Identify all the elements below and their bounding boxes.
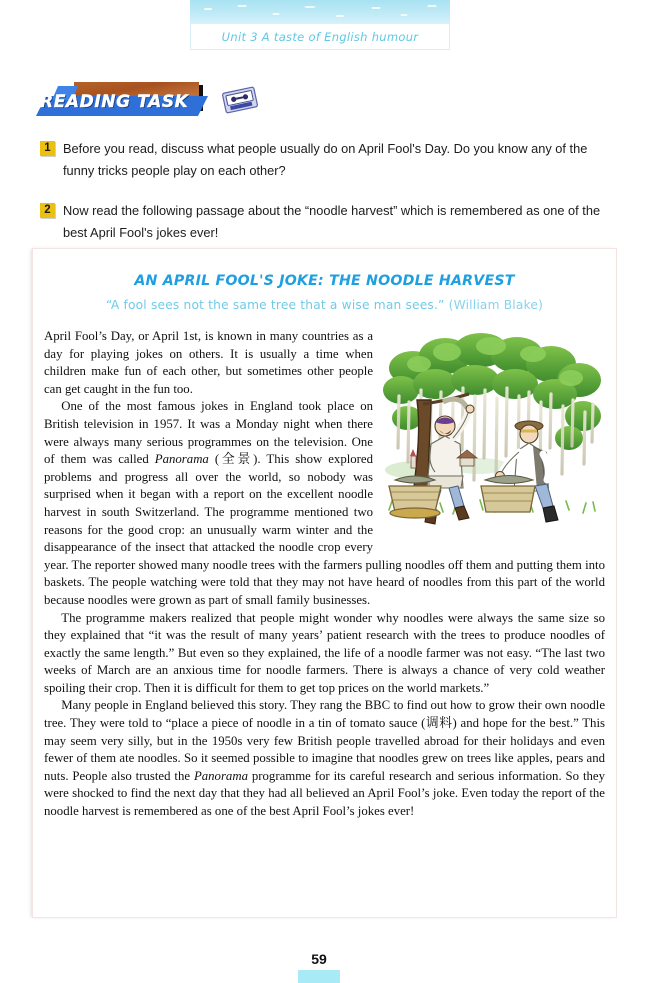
running-head-box: [190, 24, 450, 50]
epigraph-quote: “A fool sees not the same tree that a wise man sees.”: [105, 298, 445, 312]
p2-text-before: One of the most famous jokes in England took place on British television in 1957. It was a Monday night when there were always many serious programmes on the television. One of them was called: [44, 399, 373, 467]
p2-text-after: (全景). This show explored problems and progress all over the world, so nobody was surprised when it began with a report on the excellent noodle harvest in south Switzerland. The programme mentioned two reasons for the good crop: an unusually warm winter and the disappearance of the insect that attacked the noodle crop every year. The reporter showed many noodle trees with the farmers pulling noodles off them and putting them into baskets. The people watching were told that they may not have heard of noodles from this part of the world because noodles were grown as part of small family businesses.: [44, 452, 605, 607]
cassette-tape-icon: [219, 84, 261, 116]
p4-text-after: programme for its careful research and serious information. So they were shocked to find the next day that they had all believed an April Fool’s joke. Even today the report of the noodle harvest is remembered as one of the best April Fool’s jokes ever!: [44, 768, 605, 819]
reading-passage-panel: [32, 248, 617, 918]
question-number-badge-2: 2: [40, 203, 55, 218]
p2-italic-panorama: Panorama: [154, 452, 209, 467]
question-item-2: [40, 200, 612, 244]
passage-paragraph-1: April Fool’s Day, or April 1st, is known in many countries as a day for playing jokes on others. It is usually a time when children make fun of each other, but sometimes other people can get caught in the fun too.: [44, 329, 373, 396]
page-number-accent-band: [298, 970, 340, 983]
running-head-text: Unit 3 A taste of English humour: [221, 29, 419, 44]
question-text-1: Before you read, discuss what people usually do on April Fool's Day. Do you know any of the funny tricks people play on each other?: [63, 141, 588, 178]
question-number-badge-1: 1: [40, 141, 55, 156]
passage-body: [44, 328, 605, 821]
passage-paragraph-3: The programme makers realized that people might wonder why noodles were always the same size so they explained that “it was the result of many years’ patient research with the trees to produce noodles of exactly the same length.” But even so they explained, the life of a noodle farmer was not easy. “The last two weeks of March are an anxious time for noodle farmers. There is always a chance of very cold weather spoiling their crop. Then it is difficult for them to get top prices on the world markets.”: [44, 610, 605, 695]
epigraph-attribution: (William Blake): [444, 298, 544, 312]
passage-paragraph-4: [44, 697, 605, 820]
page-number: 59: [311, 951, 327, 967]
page-number-box: [298, 948, 340, 983]
water-pattern-decoration: [190, 0, 450, 24]
passage-epigraph: [33, 298, 616, 312]
p4-text-before: Many people in England believed this story. They rang the BBC to find out how to grow their own noodle tree. They were told to “place a piece of noodle in a tin of tomato sauce (调料) and hope for the best.” This may seem very silly, but in the 1950s very few British people travelled abroad for their holidays and even fewer of them ate noodles. So it seemed possible to imagine that noodles grew on trees like apples, pears and nuts. People also trusted the: [44, 698, 605, 783]
p4-italic-panorama: Panorama: [193, 768, 248, 783]
reading-task-label: READING TASK: [40, 92, 189, 112]
passage-title: AN APRIL FOOL'S JOKE: THE NOODLE HARVEST: [134, 273, 515, 289]
noodle-harvest-illustration: [383, 330, 605, 548]
running-head-band: [190, 0, 450, 50]
question-list: [40, 138, 612, 262]
question-text-2: Now read the following passage about the “noodle harvest” which is remembered as one of the best April Fool's jokes ever!: [63, 203, 601, 240]
question-item-1: [40, 138, 612, 182]
